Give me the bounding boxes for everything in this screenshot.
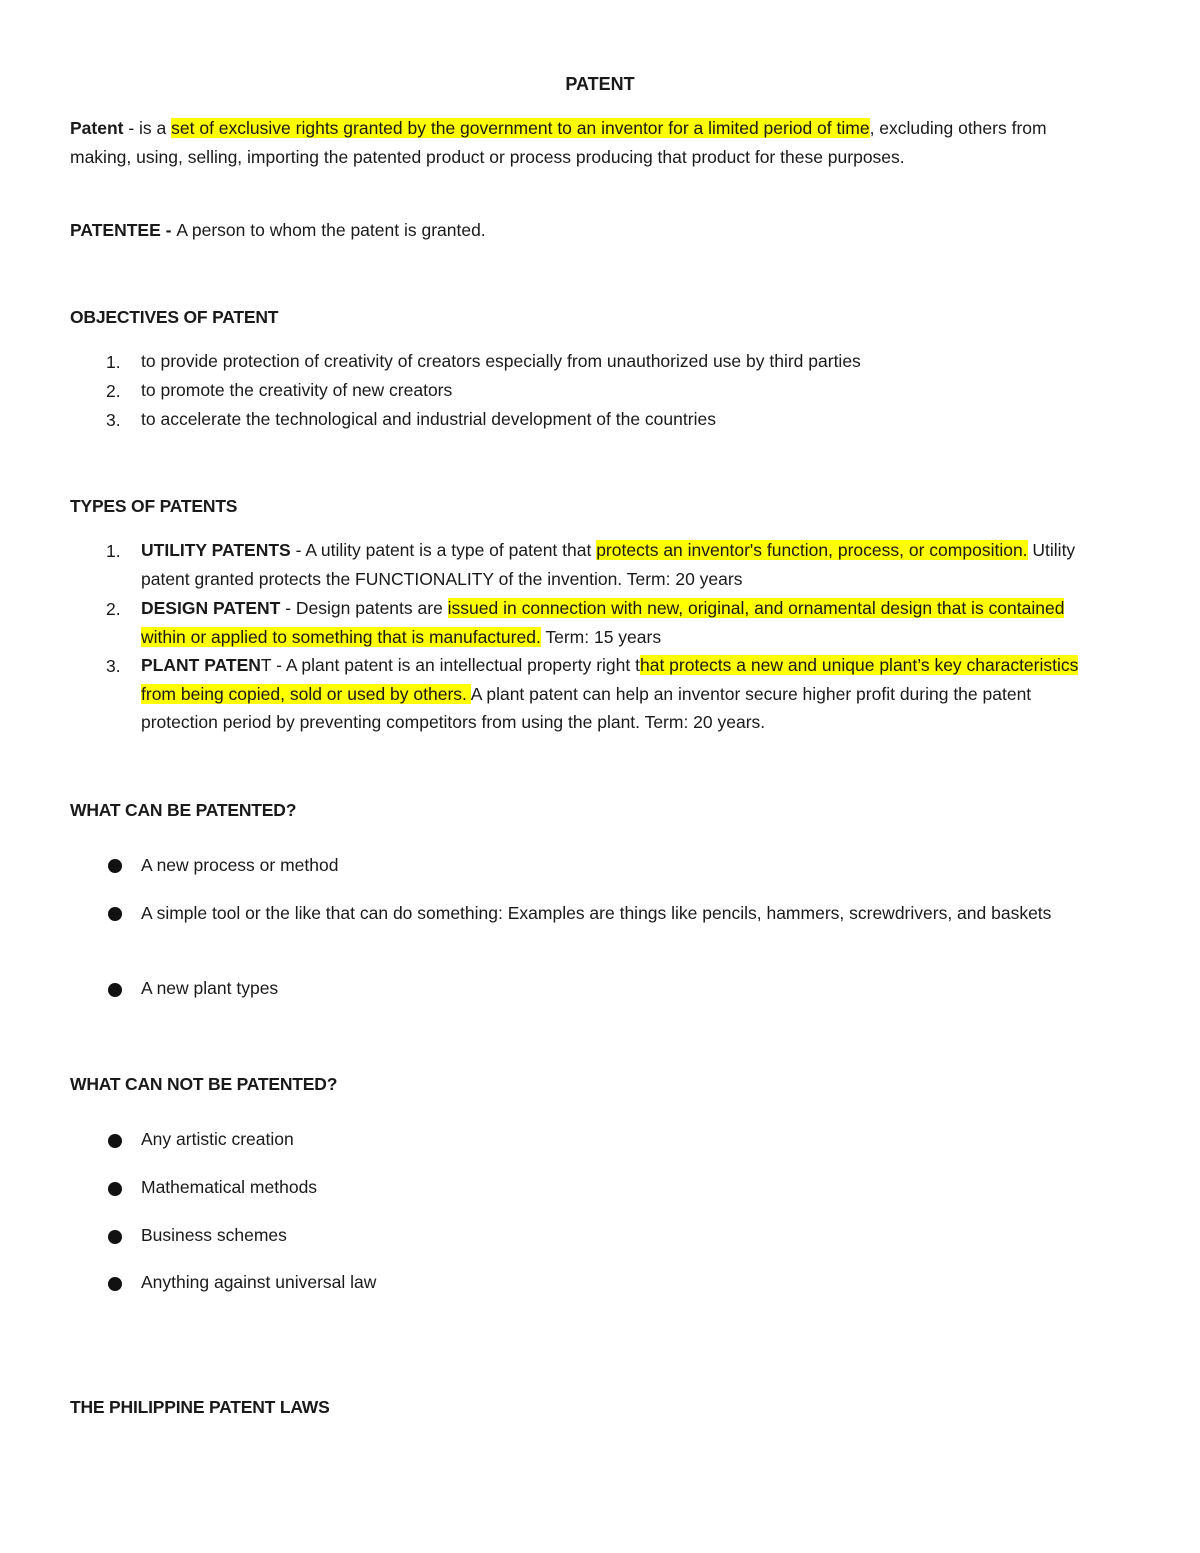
bullet-icon: [108, 1182, 122, 1196]
type-name: UTILITY PATENTS: [141, 540, 291, 560]
objective-number: 3.: [106, 410, 121, 430]
type-item-plant: [141, 651, 1101, 737]
objective-item: to accelerate the technological and industrial development of the countries: [141, 409, 716, 429]
cannot-patent-heading: WHAT CAN NOT BE PATENTED?: [70, 1074, 338, 1094]
objective-number: 2.: [106, 381, 121, 401]
types-heading: TYPES OF PATENTS: [70, 496, 238, 516]
patentee-text: A person to whom the patent is granted.: [176, 220, 486, 240]
type-item-design: [141, 594, 1101, 651]
type-name: DESIGN PATENT: [141, 598, 281, 618]
definition-rest: , excluding others from making, using, selling, importing the patented product or process producing that product for these purposes.: [70, 118, 1047, 167]
list-item: A new process or method: [141, 855, 339, 875]
definition-lead: - is a: [123, 118, 172, 138]
list-item: A simple tool or the like that can do something: Examples are things like pencils, hammers, screwdrivers, and baskets: [141, 903, 1052, 923]
type-rest: Term: 15 years: [540, 626, 662, 647]
definition-term: Patent: [70, 118, 124, 138]
bullet-icon: [108, 907, 122, 921]
patent-laws-heading: THE PHILIPPINE PATENT LAWS: [70, 1397, 330, 1417]
objective-number: 1.: [106, 352, 121, 372]
can-patent-heading: WHAT CAN BE PATENTED?: [70, 800, 297, 820]
type-highlight: protects an inventor's function, process, or composition.: [596, 540, 1028, 560]
patentee-term: PATENTEE -: [70, 220, 177, 240]
patentee-definition: [70, 216, 1105, 245]
type-number: 2.: [106, 599, 121, 619]
bullet-icon: [108, 1230, 122, 1244]
type-name: PLANT PATEN: [141, 655, 261, 675]
page-title: PATENT: [565, 74, 635, 94]
type-highlight: issued in connection with new, original, and ornamental design that is contained within or applied to something that is manufactured.: [141, 598, 1065, 647]
type-name-tail: T: [260, 655, 272, 675]
bullet-icon: [108, 983, 122, 997]
type-number: 3.: [106, 656, 121, 676]
objective-item: to provide protection of creativity of creators especially from unauthorized use by third parties: [141, 351, 861, 371]
list-item: Anything against universal law: [141, 1272, 377, 1292]
objectives-heading: OBJECTIVES OF PATENT: [70, 307, 279, 327]
definition-highlight: set of exclusive rights granted by the government to an inventor for a limited period of time: [171, 118, 870, 138]
type-highlight: hat protects a new and unique plant’s key characteristics from being copied, sold or used by others.: [141, 655, 1079, 704]
bullet-icon: [108, 1277, 122, 1291]
list-item: Mathematical methods: [141, 1177, 318, 1197]
objective-item: to promote the creativity of new creators: [141, 380, 453, 400]
type-lead: - A plant patent is an intellectual property right t: [271, 655, 640, 675]
bullet-icon: [108, 1134, 122, 1148]
type-lead: - A utility patent is a type of patent that: [290, 540, 597, 560]
patent-definition: [70, 114, 1105, 172]
list-item: Any artistic creation: [141, 1129, 294, 1149]
type-item-utility: [141, 536, 1101, 593]
type-rest: Utility patent granted protects the FUNCTIONALITY of the invention. Term: 20 years: [141, 540, 1076, 589]
type-lead: - Design patents are: [280, 598, 448, 618]
list-item: A new plant types: [141, 978, 279, 998]
type-rest: A plant patent can help an inventor secure higher profit during the patent protection period by preventing competitors from using the plant. Term: 20 years.: [141, 683, 1032, 732]
list-item: Business schemes: [141, 1225, 287, 1245]
bullet-icon: [108, 859, 122, 873]
type-number: 1.: [106, 541, 121, 561]
